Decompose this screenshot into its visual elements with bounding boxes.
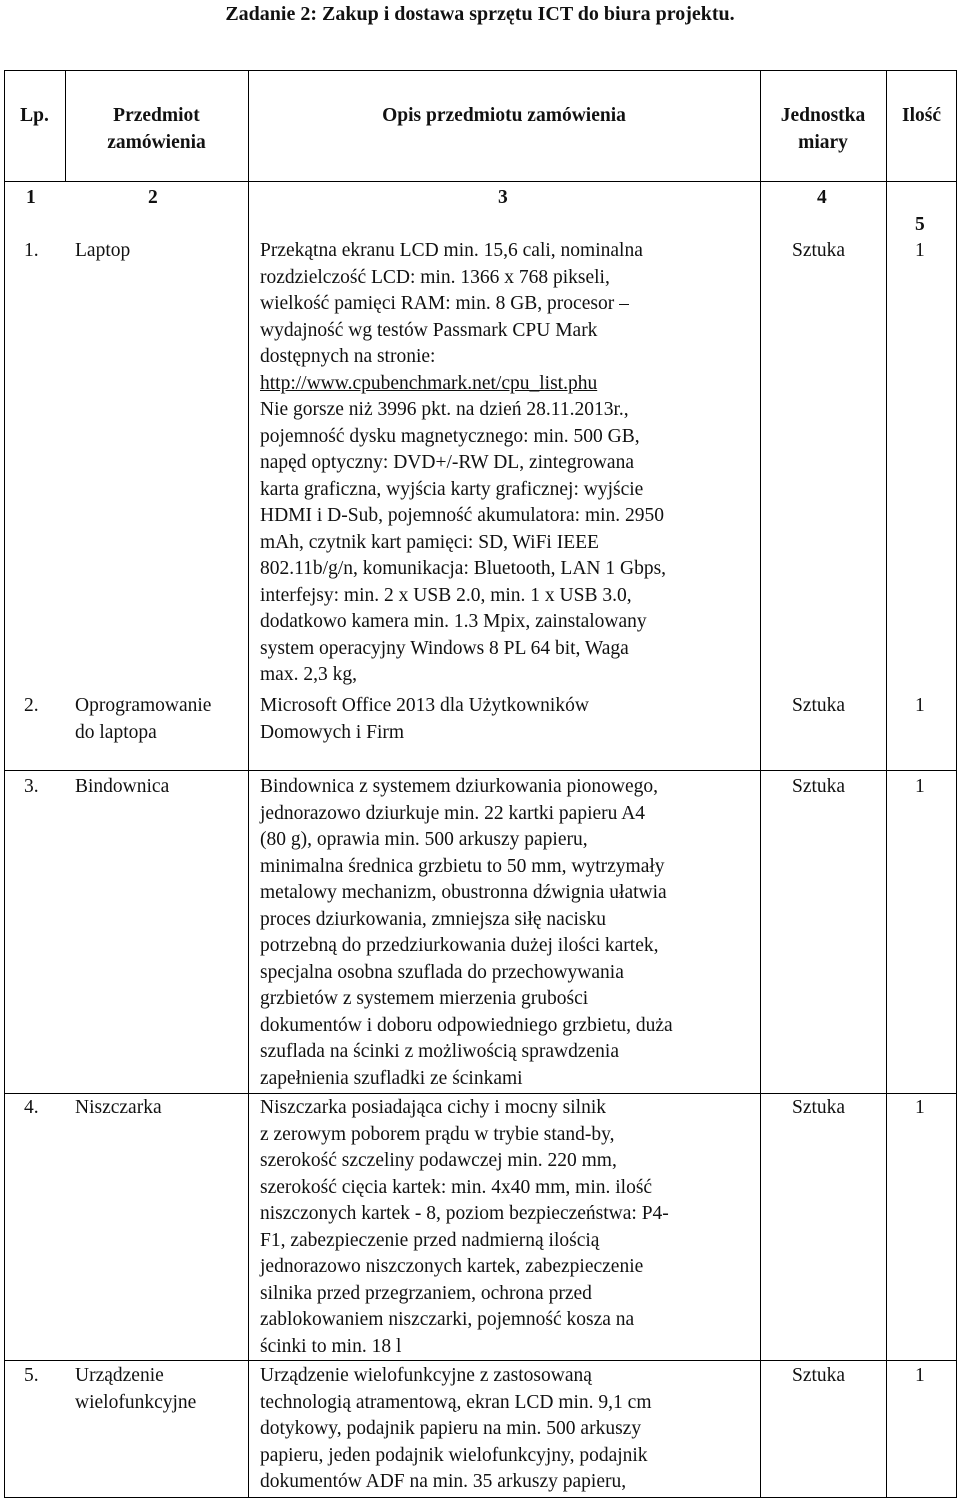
row-divider-4-5 [4, 1360, 957, 1361]
desc-line: szerokość cięcia kartek: min. 4x40 mm, min. ilość [260, 1176, 653, 1198]
row-5-item-line-1: Urządzenie [75, 1365, 164, 1386]
desc-line: dokumentów i doboru odpowiedniego grzbietu, duża [260, 1014, 673, 1036]
column-number-5: 5 [915, 214, 925, 235]
row-4-lp: 4. [24, 1097, 39, 1118]
header-divider [4, 181, 957, 182]
row-3-qty: 1 [915, 776, 925, 797]
row-1-description [260, 238, 666, 689]
desc-line: Przekątna ekranu LCD min. 15,6 cali, nominalna [260, 240, 643, 261]
desc-line: dostępnych na stronie: [260, 346, 436, 367]
row-3-description [260, 774, 673, 1092]
row-4-qty: 1 [915, 1097, 925, 1118]
desc-line: szuflada na ścinki z możliwością sprawdzenia [260, 1041, 619, 1062]
row-1-qty: 1 [915, 240, 925, 261]
header-przedmiot-line-2: zamówienia [107, 131, 206, 153]
col-divider-jednostka [886, 70, 887, 1498]
desc-line: max. 2,3 kg, [260, 664, 357, 685]
row-2-lp: 2. [24, 695, 39, 716]
row-2-item-line-2: do laptopa [75, 721, 157, 743]
row-4-item [75, 1095, 162, 1122]
desc-line: system operacyjny Windows 8 PL 64 bit, Waga [260, 637, 629, 659]
row-2-item-line-1: Oprogramowanie [75, 695, 212, 716]
col-divider-przedmiot [248, 70, 249, 1498]
row-5-lp: 5. [24, 1365, 39, 1386]
desc-line: zapełnienia szufladki ze ścinkami [260, 1067, 523, 1089]
row-2-item [75, 693, 211, 746]
row-5-unit: Sztuka [792, 1365, 846, 1386]
row-3-item [75, 774, 169, 801]
desc-line: papieru, jeden podajnik wielofunkcyjny, podajnik [260, 1444, 648, 1466]
desc-line: zablokowaniem niszczarki, pojemność kosza na [260, 1309, 635, 1330]
desc-line: F1, zabezpieczenie przed nadmierną ilością [260, 1229, 600, 1251]
desc-line: niszczonych kartek - 8, poziom bezpieczeństwa: P4- [260, 1203, 669, 1224]
desc-line: pojemność dysku magnetycznego: min. 500 GB, [260, 425, 640, 447]
desc-line: 802.11b/g/n, komunikacja: Bluetooth, LAN 1 Gbps, [260, 558, 667, 579]
column-number-4: 4 [817, 187, 827, 208]
desc-line: Nie gorsze niż 3996 pkt. na dzień 28.11.2013r., [260, 399, 629, 420]
desc-line: wielkość pamięci RAM: min. 8 GB, procesor – [260, 293, 629, 314]
row-5-item [75, 1363, 196, 1416]
desc-line: ścinki to min. 18 l [260, 1335, 402, 1357]
row-3-unit: Sztuka [792, 776, 846, 797]
cpubenchmark-link[interactable]: http://www.cpubenchmark.net/cpu_list.phu [260, 372, 598, 394]
desc-line: Bindownica z systemem dziurkowania pionowego, [260, 776, 659, 797]
desc-line: dodatkowo kamera min. 1.3 Mpix, zainstalowany [260, 611, 647, 632]
header-opis: Opis przedmiotu zamówienia [382, 105, 626, 126]
header-przedmiot-line-1: Przedmiot [113, 105, 200, 126]
row-1-unit: Sztuka [792, 240, 846, 261]
desc-line: napęd optyczny: DVD+/-RW DL, zintegrowana [260, 452, 634, 473]
row-3-item-line: Bindownica [75, 776, 170, 797]
header-jednostka-line-1: Jednostka [780, 105, 866, 126]
desc-line: Urządzenie wielofunkcyjne z zastosowaną [260, 1365, 592, 1386]
row-1-item-line: Laptop [75, 240, 131, 261]
row-divider-3-4 [4, 1093, 957, 1094]
desc-line: technologią atramentową, ekran LCD min. 9,1 cm [260, 1391, 652, 1413]
desc-line: Niszczarka posiadająca cichy i mocny silnik [260, 1097, 606, 1118]
desc-line: potrzebną do przedziurkowania dużej ilości kartek, [260, 935, 659, 956]
column-number-1: 1 [26, 187, 36, 208]
column-number-3: 3 [498, 187, 508, 208]
desc-line: specjalna osobna szuflada do przechowywania [260, 961, 624, 983]
row-1-item [75, 238, 130, 265]
desc-line: minimalna średnica grzbietu to 50 mm, wytrzymały [260, 855, 665, 877]
desc-line: mAh, czytnik kart pamięci: SD, WiFi IEEE [260, 531, 599, 553]
desc-line: metalowy mechanizm, obustronna dźwignia ułatwia [260, 882, 667, 903]
row-2-description [260, 693, 589, 746]
row-5-description [260, 1363, 652, 1496]
header-ilosc: Ilość [902, 105, 941, 126]
row-2-unit: Sztuka [792, 695, 846, 716]
desc-line: interfejsy: min. 2 x USB 2.0, min. 1 x USB 3.0, [260, 584, 632, 606]
desc-line: karta graficzna, wyjścia karty graficznej: wyjście [260, 478, 644, 500]
row-4-description [260, 1095, 669, 1360]
desc-line: Microsoft Office 2013 dla Użytkowników [260, 695, 589, 716]
row-4-unit: Sztuka [792, 1097, 846, 1118]
row-2-qty: 1 [915, 695, 925, 716]
row-5-item-line-2: wielofunkcyjne [75, 1391, 197, 1413]
header-przedmiot [65, 103, 248, 156]
document-title: Zadanie 2: Zakup i dostawa sprzętu ICT do biura projektu. [225, 3, 735, 25]
desc-line: jednorazowo niszczonych kartek, zabezpieczenie [260, 1256, 644, 1277]
row-4-item-line: Niszczarka [75, 1097, 162, 1118]
desc-line: (80 g), oprawia min. 500 arkuszy papieru, [260, 829, 588, 850]
desc-line: dotykowy, podajnik papieru na min. 500 arkuszy [260, 1418, 642, 1439]
desc-line: silnika przed przegrzaniem, ochrona przed [260, 1282, 592, 1304]
row-3-lp: 3. [24, 776, 39, 797]
header-lp: Lp. [20, 105, 49, 126]
col-divider-opis [760, 70, 761, 1498]
desc-line: proces dziurkowania, zmniejsza siłę nacisku [260, 908, 607, 930]
desc-line: grzbietów z systemem mierzenia grubości [260, 988, 589, 1009]
header-jednostka [760, 103, 886, 156]
desc-line: HDMI i D-Sub, pojemność akumulatora: min. 2950 [260, 505, 665, 526]
header-jednostka-line-2: miary [798, 131, 848, 153]
desc-line: dokumentów ADF na min. 35 arkuszy papieru, [260, 1471, 627, 1492]
desc-line: szerokość szczeliny podawczej min. 220 mm, [260, 1150, 617, 1171]
row-1-lp: 1. [24, 240, 39, 261]
desc-line: Domowych i Firm [260, 721, 405, 743]
row-divider-2-3 [4, 770, 957, 771]
row-5-qty: 1 [915, 1365, 925, 1386]
desc-line: rozdzielczość LCD: min. 1366 x 768 pikseli, [260, 266, 610, 288]
desc-line: wydajność wg testów Passmark CPU Mark [260, 319, 598, 341]
desc-line: jednorazowo dziurkuje min. 22 kartki papieru A4 [260, 802, 646, 824]
desc-line: z zerowym poborem prądu w trybie stand-by, [260, 1123, 615, 1145]
column-number-2: 2 [148, 187, 158, 208]
